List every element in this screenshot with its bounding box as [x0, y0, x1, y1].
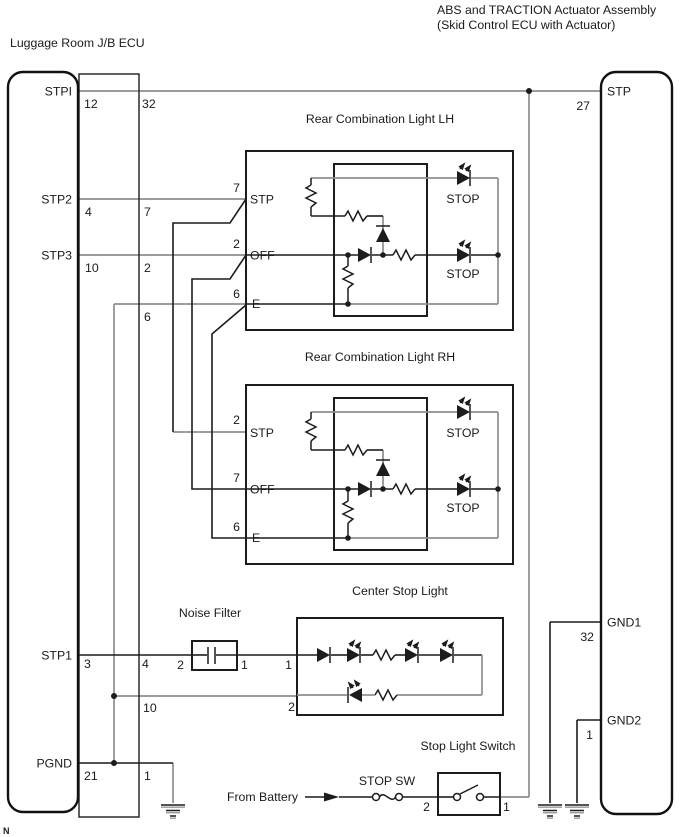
pin-label-gnd1: GND1 [607, 615, 642, 630]
switch-title: Stop Light Switch [420, 739, 516, 753]
right-ecu-title-line1: ABS and TRACTION Actuator Assembly [437, 3, 657, 17]
lh-stop-label-mid: STOP [446, 267, 480, 281]
rear-combination-light-lh [233, 112, 513, 330]
jb-pin-10-center: 10 [143, 701, 157, 715]
rh-resistor2-icon [345, 445, 367, 455]
gnd1-ground-icon [538, 805, 562, 818]
center-resistor2-icon [375, 690, 397, 700]
pin-label-stp1: STP1 [41, 648, 72, 663]
battery-arrow-icon [305, 793, 373, 802]
ground-symbols [161, 805, 589, 818]
rh-pin-stp: STP [250, 426, 274, 440]
lh-stop-led-mid-icon [457, 241, 470, 263]
noise-filter-title: Noise Filter [178, 606, 242, 620]
rh-title: Rear Combination Light RH [304, 350, 456, 364]
center-led3-icon [440, 641, 453, 663]
stop-light-switch-circuit [227, 739, 516, 815]
center-led1-icon [347, 641, 360, 663]
switch-contact-icon [438, 785, 500, 801]
lh-pin-stp: STP [250, 192, 274, 207]
pin-label-stp: STP [607, 84, 631, 99]
rh-pin-no-off: 7 [233, 471, 240, 485]
corner-mark: N [3, 826, 10, 836]
jb-pin-4b: 4 [142, 657, 149, 671]
noise-pin-1: 1 [241, 658, 248, 672]
pin-no-32: 32 [580, 630, 594, 644]
rh-pin-no-e: 6 [233, 520, 240, 534]
pgnd-ground-icon [161, 805, 185, 818]
rh-stop-led-mid-icon [457, 475, 470, 497]
pin-label-stpi: STPI [44, 84, 72, 99]
rh-resistor3-icon [393, 484, 415, 494]
fuse-icon [373, 794, 403, 801]
jb-pin-7: 7 [144, 205, 151, 219]
jb-pin-21: 21 [84, 769, 98, 783]
stop-sw-label: STOP SW [358, 774, 416, 788]
lh-pin-no-off: 2 [233, 237, 240, 251]
rh-resistor4-icon [343, 501, 353, 523]
lh-pin-no-e: 6 [233, 287, 240, 301]
gray-wires [78, 91, 601, 803]
right-ecu-title-line2: (Skid Control ECU with Actuator) [437, 18, 616, 32]
center-led4-icon [348, 681, 362, 703]
rh-resistor-icon [306, 419, 316, 441]
jb-pin-2: 2 [144, 261, 151, 275]
center-title: Center Stop Light [352, 584, 448, 598]
rear-combination-light-rh [233, 350, 513, 564]
pin-label-stp3: STP3 [41, 248, 72, 263]
lh-resistor4-icon [343, 266, 353, 288]
switch-pin-1: 1 [503, 800, 510, 814]
center-pin-1: 1 [285, 658, 292, 672]
capacitor-icon [208, 647, 215, 664]
lh-title: Rear Combination Light LH [305, 112, 455, 126]
gnd2-ground-icon [565, 805, 589, 818]
jb-pin-6-e: 6 [144, 310, 151, 324]
lh-diode-icon [358, 247, 371, 263]
lh-stop-led-top-icon [457, 164, 470, 186]
left-ecu-block [8, 72, 157, 817]
jb-pin-4: 4 [85, 205, 92, 219]
switch-pin-2: 2 [423, 800, 430, 814]
lh-resistor2-icon [345, 211, 367, 221]
lh-pin-no-stp: 7 [233, 181, 240, 195]
jb-pin-32: 32 [142, 97, 156, 111]
rh-stop-label-top: STOP [446, 426, 480, 440]
center-diode-icon [317, 647, 330, 663]
lh-resistor3-icon [393, 250, 415, 260]
lh-pin-off: OFF [250, 248, 275, 263]
pin-label-stp2: STP2 [41, 192, 72, 207]
pin-no-27: 27 [576, 99, 590, 113]
jb-pin-1-pgnd: 1 [144, 769, 151, 783]
jb-pin-10: 10 [85, 261, 99, 275]
center-resistor1-icon [373, 650, 395, 660]
rh-pin-off: OFF [250, 482, 275, 497]
lh-pin-e: E [252, 297, 261, 311]
pin-no-1-gnd2: 1 [586, 728, 593, 742]
noise-pin-2: 2 [177, 658, 184, 672]
left-ecu-title: Luggage Room J/B ECU [10, 36, 145, 50]
lh-diode-up-icon [376, 226, 390, 242]
pin-label-pgnd: PGND [36, 756, 72, 771]
pin-label-gnd2: GND2 [607, 713, 642, 728]
center-stop-light [285, 584, 503, 715]
rh-pin-no-stp: 2 [233, 413, 240, 427]
rh-stop-led-top-icon [457, 398, 470, 420]
jb-pin-3: 3 [84, 657, 91, 671]
right-ecu-block [576, 72, 672, 814]
rh-pin-e: E [252, 531, 261, 545]
rh-diode-up-icon [376, 460, 390, 476]
lh-resistor-icon [306, 185, 316, 207]
from-battery-label: From Battery [226, 790, 298, 804]
jb-pin-12: 12 [84, 97, 98, 111]
rh-diode-icon [358, 481, 371, 497]
noise-filter [177, 606, 248, 672]
center-led2-icon [405, 641, 418, 663]
rh-stop-label-mid: STOP [446, 501, 480, 515]
center-pin-2: 2 [288, 700, 295, 714]
lh-stop-label-top: STOP [446, 192, 480, 206]
